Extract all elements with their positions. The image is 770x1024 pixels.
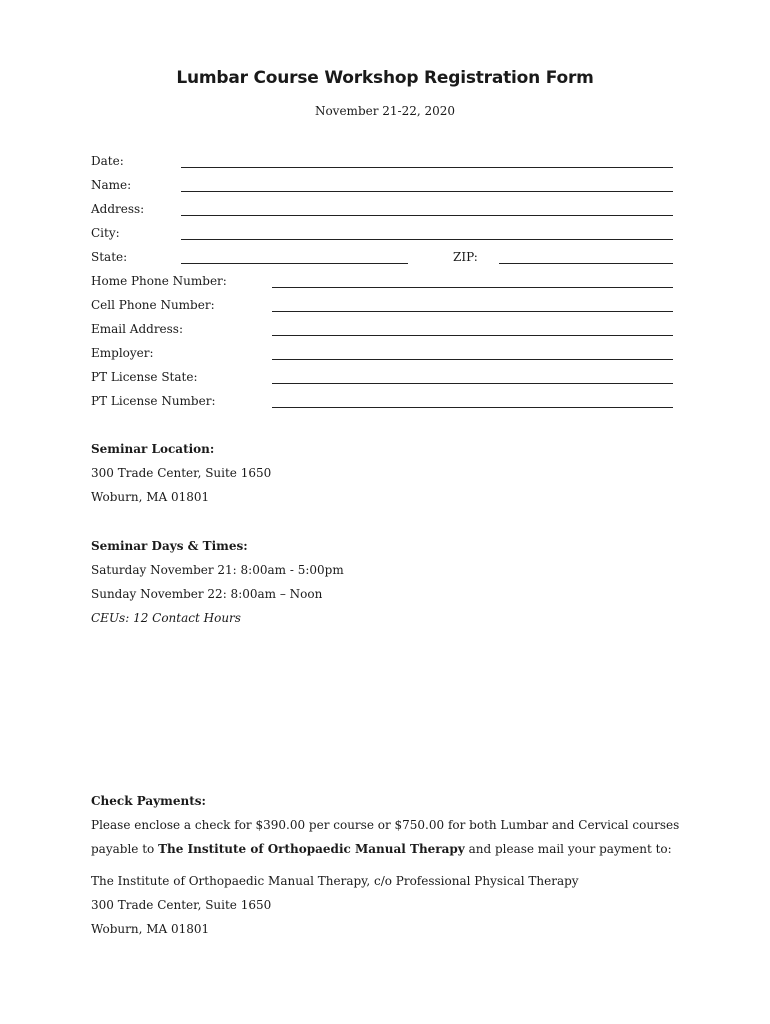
seminar-times-sunday: Sunday November 22: 8:00am – Noon [91,587,323,601]
mailing-address-line3: Woburn, MA 01801 [91,922,210,936]
date-input-line[interactable] [181,167,673,168]
zip-input-line[interactable] [499,263,673,264]
city-label: City: [91,226,120,240]
state-zip-field-row [91,250,674,268]
pt-license-state-input-line[interactable] [272,383,673,384]
mailing-address-line1: The Institute of Orthopaedic Manual Therapy, c/o Professional Physical Therapy [91,874,579,888]
email-field-row [91,322,674,340]
state-label: State: [91,250,128,264]
form-date-subtitle: November 21-22, 2020 [314,104,456,118]
cell-phone-input-line[interactable] [272,311,673,312]
name-label: Name: [91,178,132,192]
mailing-address-line2: 300 Trade Center, Suite 1650 [91,898,272,912]
form-title: Lumbar Course Workshop Registration Form [176,68,594,88]
seminar-location-heading: Seminar Location: [91,442,215,456]
email-input-line[interactable] [272,335,673,336]
email-label: Email Address: [91,322,184,336]
name-field-row [91,178,674,196]
mail-instruction-suffix: and please mail your payment to: [464,842,672,856]
home-phone-field-row [91,274,674,292]
payment-instructions-line1: Please enclose a check for $390.00 per course or $750.00 for both Lumbar and Cervical courses [91,818,680,832]
check-payments-heading: Check Payments: [91,794,206,808]
address-input-line[interactable] [181,215,673,216]
pt-license-state-field-row [91,370,674,388]
payment-instructions-line2 [91,842,672,856]
address-label: Address: [91,202,145,216]
employer-field-row [91,346,674,364]
name-input-line[interactable] [181,191,673,192]
seminar-location-line2: Woburn, MA 01801 [91,490,210,504]
city-field-row [91,226,674,244]
pt-license-number-label: PT License Number: [91,394,216,408]
home-phone-input-line[interactable] [272,287,673,288]
pt-license-number-field-row [91,394,674,412]
payable-to-prefix: payable to [91,842,159,856]
pt-license-number-input-line[interactable] [272,407,673,408]
date-field-row [91,154,674,172]
state-input-line[interactable] [181,263,408,264]
city-input-line[interactable] [181,239,673,240]
seminar-location-line1: 300 Trade Center, Suite 1650 [91,466,272,480]
date-label: Date: [91,154,124,168]
seminar-times-saturday: Saturday November 21: 8:00am - 5:00pm [91,563,344,577]
ceus-note: CEUs: 12 Contact Hours [91,611,241,625]
address-field-row [91,202,674,220]
pt-license-state-label: PT License State: [91,370,198,384]
cell-phone-label: Cell Phone Number: [91,298,215,312]
employer-input-line[interactable] [272,359,673,360]
employer-label: Employer: [91,346,154,360]
home-phone-label: Home Phone Number: [91,274,227,288]
seminar-times-heading: Seminar Days & Times: [91,539,248,553]
payee-name: The Institute of Orthopaedic Manual Therapy [158,842,465,856]
zip-label: ZIP: [453,250,478,264]
cell-phone-field-row [91,298,674,316]
